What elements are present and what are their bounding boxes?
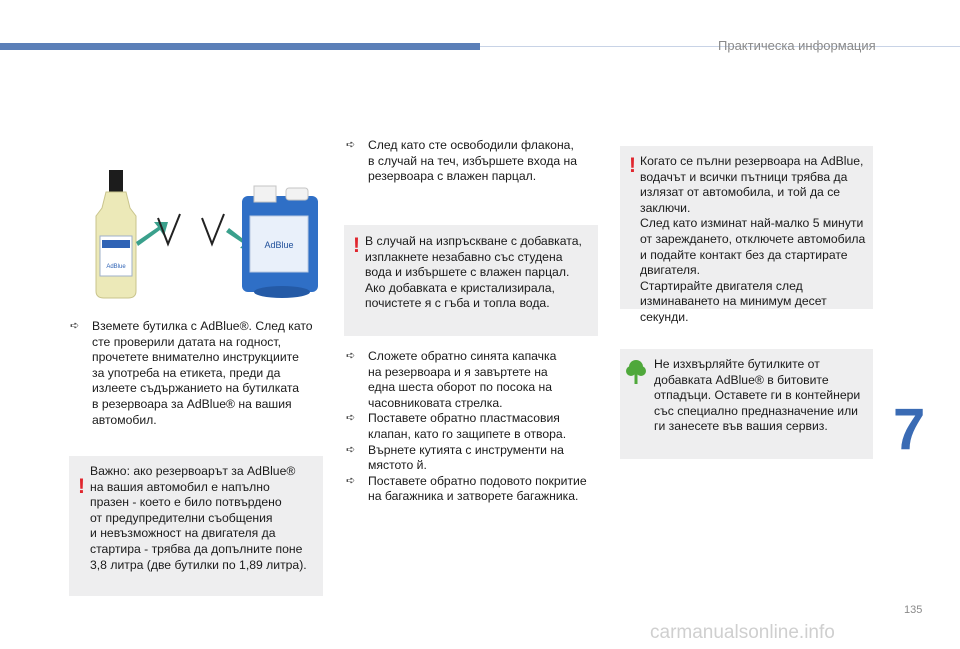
step-item (346, 474, 596, 505)
bottle-image (96, 170, 136, 298)
warning-text: Важно: ако резервоарът за AdBlue® на вашия автомобил е напълно празен - което е било потвърдено от предупредителни съобщения и невъзможност на двигателя да стартира - трябва да допълните поне 3,8 литра (две бутилки по 1,89 литра). (90, 464, 307, 572)
tree-icon (626, 359, 646, 385)
col2-steps-top (346, 138, 596, 185)
header-accent-bar (0, 43, 480, 50)
arrow-bullet-icon: ➪ (346, 443, 356, 456)
warning-text: Когато се пълни резервоара на AdBlue, водачът и всички пътници трябва да излязат от автомобила, и той да се заключи. След като изминат най-малко 5 минути от зареждането, отключете автомобила и подайте контакт без да стартирате двигателя. Стартирайте двигателя след изминаването на минимум десет секунди. (640, 154, 866, 324)
step-item (346, 138, 596, 185)
bottle-label: AdBlue (106, 264, 126, 270)
arrow-bullet-icon: ➪ (70, 320, 80, 332)
check-mark-right (202, 214, 224, 244)
page-number: 135 (904, 604, 923, 616)
section-title: Практическа информация (718, 38, 876, 53)
warning-box-passengers (620, 146, 873, 324)
warning-box-spill (344, 225, 598, 336)
col2-steps-bottom (346, 349, 596, 505)
check-mark-left (158, 214, 180, 244)
exclamation-icon: ! (353, 234, 360, 257)
step-text: Сложете обратно синята капачка на резервоара и я завъртете на една шеста оборот по посока на часовниковата стрелка. (368, 349, 557, 410)
step-text: Върнете кутията с инструменти на мястото й. (368, 442, 564, 473)
col1-steps (70, 319, 330, 428)
watermark: carmanualsonline.info (650, 622, 835, 643)
eco-note-text: Не изхвърляйте бутилките от добавката AdBlue® в битовите отпадъци. Оставете ги в контейнери със специално предназначение или ги занесете във вашия сервиз. (654, 357, 861, 434)
step-text: След като сте освободили флакона, в случай на теч, избършете входа на резервоара с влажен парцал. (368, 138, 578, 184)
canister-image (242, 186, 318, 298)
step-item (346, 443, 596, 474)
warning-text: В случай на изпръскване с добавката, изплакнете незабавно със студена вода и избършете с влажен парцал. Ако добавката е кристализирала, почистете я с гъба и топла вода. (365, 234, 582, 311)
step-text: Поставете обратно подовото покритие на багажника и затворете багажника. (368, 473, 587, 504)
warning-box-refill (69, 456, 323, 596)
eco-note-box (620, 349, 873, 459)
arrow-bullet-icon: ➪ (346, 350, 356, 362)
step-item (70, 319, 330, 428)
arrow-bullet-icon: ➪ (346, 139, 356, 151)
arrow-bullet-icon: ➪ (346, 474, 356, 487)
exclamation-icon: ! (629, 154, 636, 177)
canister-label: AdBlue (264, 240, 294, 250)
adblue-illustration (76, 156, 328, 306)
chapter-number: 7 (893, 397, 926, 462)
arrow-bullet-icon: ➪ (346, 412, 356, 425)
step-text: Вземете бутилка с AdBlue®. След като сте проверили датата на годност, прочетете внимателно инструкциите за употреба на етикета, преди да излеете съдържанието на бутилката в резервоара за AdBlue® на вашия автомобил. (92, 319, 313, 427)
exclamation-icon: ! (78, 475, 85, 498)
step-item (346, 411, 596, 442)
step-item (346, 349, 596, 411)
step-text: Поставете обратно пластмасовия клапан, като го защипете в отвора. (368, 411, 567, 441)
